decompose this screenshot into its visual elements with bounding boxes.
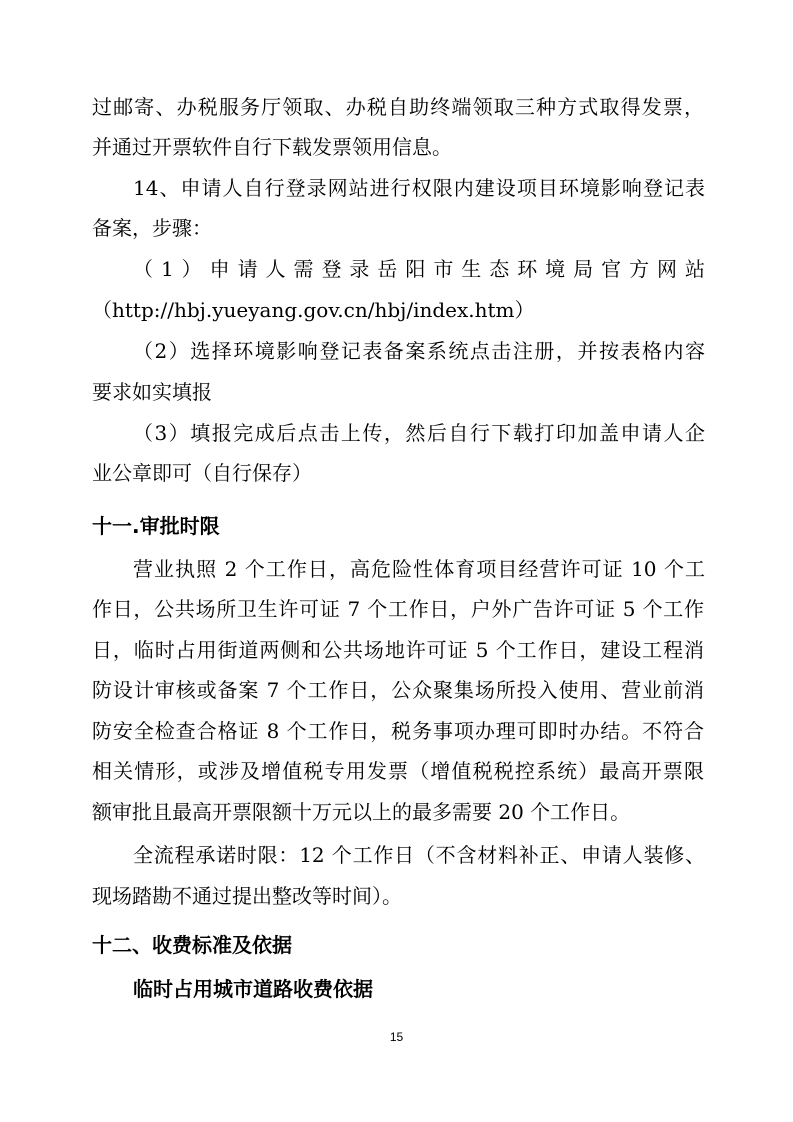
body-text-line: 相关情形，或涉及增值税专用发票（增值税税控系统）最高开票限 xyxy=(92,759,704,783)
body-text-line: 过邮寄、办税服务厅领取、办税自助终端领取三种方式取得发票， xyxy=(92,95,704,119)
body-text-line: （2）选择环境影响登记表备案系统点击注册，并按表格内容 xyxy=(133,339,705,363)
body-text-line: 现场踏勘不通过提出整改等时间）。 xyxy=(92,884,402,908)
section-heading: 十二、收费标准及依据 xyxy=(92,933,292,957)
body-text-line: 业公章即可（自行保存） xyxy=(92,461,312,485)
body-text-line: （3）填报完成后点击上传，然后自行下载打印加盖申请人企 xyxy=(133,421,705,445)
body-text-line: 营业执照 2 个工作日，高危险性体育项目经营许可证 10 个工 xyxy=(133,557,705,581)
body-text-line: 日，临时占用街道两侧和公共场地许可证 5 个工作日，建设工程消 xyxy=(92,638,704,662)
body-text-line: 额审批且最高开票限额十万元以上的最多需要 20 个工作日。 xyxy=(92,800,631,824)
body-text-line: 要求如实填报 xyxy=(92,380,212,404)
page-number: 15 xyxy=(389,1030,404,1044)
body-text-line: 防安全检查合格证 8 个工作日，税务事项办理可即时办结。不符合 xyxy=(92,719,704,743)
section-heading: 十一.审批时限 xyxy=(92,514,220,538)
body-text-line: 防设计审核或备案 7 个工作日，公众聚集场所投入使用、营业前消 xyxy=(92,678,704,702)
body-text-line: （1）申请人需登录岳阳市生态环境局官方网站 xyxy=(133,257,705,281)
body-text-line: 作日，公共场所卫生许可证 7 个工作日，户外广告许可证 5 个工作 xyxy=(92,597,704,621)
subsection-heading: 临时占用城市道路收费依据 xyxy=(133,977,373,1001)
url-text-line: （http://hbj.yueyang.gov.cn/hbj/index.htm） xyxy=(92,298,535,322)
body-text-line: 备案，步骤： xyxy=(92,216,212,240)
body-text-line: 全流程承诺时限：12 个工作日（不含材料补正、申请人装修、 xyxy=(133,843,705,867)
body-text-line: 14、申请人自行登录网站进行权限内建设项目环境影响登记表 xyxy=(133,176,705,200)
body-text-line: 并通过开票软件自行下载发票领用信息。 xyxy=(92,135,452,159)
